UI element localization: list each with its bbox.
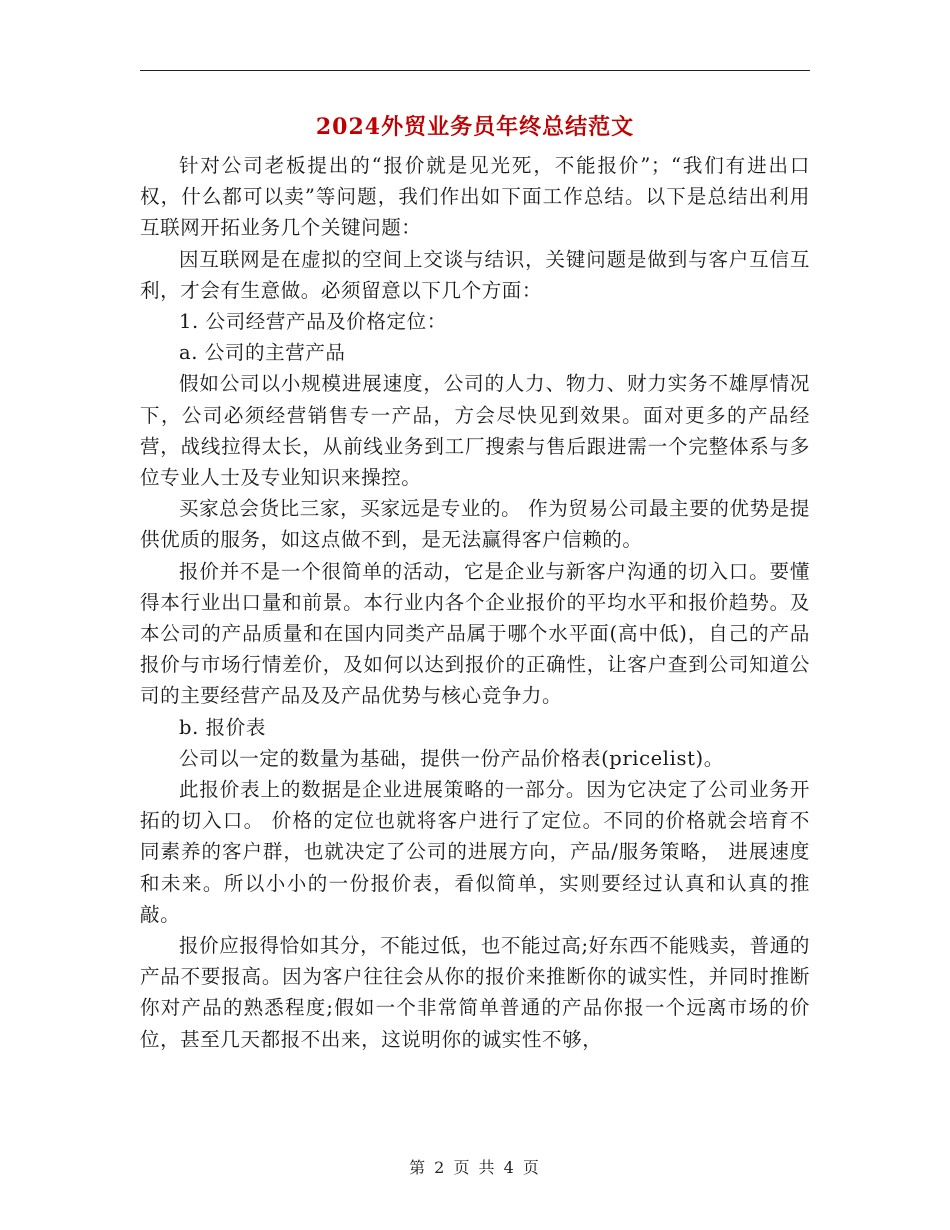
paragraph: 报价应报得恰如其分，不能过低，也不能过高;好东西不能贱卖，普通的产品不要报高。因为客户往往会从你的报价来推断你的诚实性，并同时推断你对产品的熟悉程度;假如一个非常简单普通的产品你报一个远离市场的价位，甚至几天都报不出来，这说明你的诚实性不够， [140, 934, 810, 1051]
subsection-heading: b. 报价表 [179, 715, 266, 739]
document-body [140, 150, 810, 1055]
document-title: 2024外贸业务员年终总结范文 [315, 114, 635, 140]
paragraph: 此报价表上的数据是企业进展策略的一部分。因为它决定了公司业务开拓的切入口。 价格的定位也就将客户进行了定位。不同的价格就会培育不同素养的客户群，也就决定了公司的进展方向，产品/服务策略， 进展速度和未来。所以小小的一份报价表，看似简单，实则要经过认真和认真的推敲。 [140, 778, 810, 926]
paragraph: 报价并不是一个很简单的活动，它是企业与新客户沟通的切入口。要懂得本行业出口量和前景。本行业内各个企业报价的平均水平和报价趋势。及本公司的产品质量和在国内同类产品属于哪个水平面(高中低)，自己的产品报价与市场行情差价，及如何以达到报价的正确性，让客户查到公司知道公司的主要经营产品及及产品优势与核心竞争力。 [140, 559, 810, 708]
section-heading: 1. 公司经营产品及价格定位： [179, 310, 447, 334]
paragraph: 针对公司老板提出的“报价就是见光死，不能报价”；“我们有进出口权，什么都可以卖”等问题，我们作出如下面工作总结。以下是总结出利用互联网开拓业务几个关键问题： [140, 154, 810, 240]
paragraph: 因互联网是在虚拟的空间上交谈与结识，关键问题是做到与客户互信互利，才会有生意做。必须留意以下几个方面： [140, 247, 810, 302]
subsection-heading: a. 公司的主营产品 [179, 341, 346, 365]
paragraph: 买家总会货比三家，买家远是专业的。 作为贸易公司最主要的优势是提供优质的服务，如这点做不到，是无法赢得客户信赖的。 [140, 497, 810, 552]
paragraph: 假如公司以小规模进展速度，公司的人力、物力、财力实务不雄厚情况下，公司必须经营销售专一产品，方会尽快见到效果。面对更多的产品经营，战线拉得太长，从前线业务到工厂搜索与售后跟进需一个完整体系与多位专业人士及专业知识来操控。 [140, 372, 810, 490]
header-rule [140, 70, 810, 71]
paragraph: 公司以一定的数量为基础，提供一份产品价格表(pricelist)。 [179, 746, 724, 770]
page-footer: 第 2 页 共 4 页 [409, 1158, 541, 1177]
